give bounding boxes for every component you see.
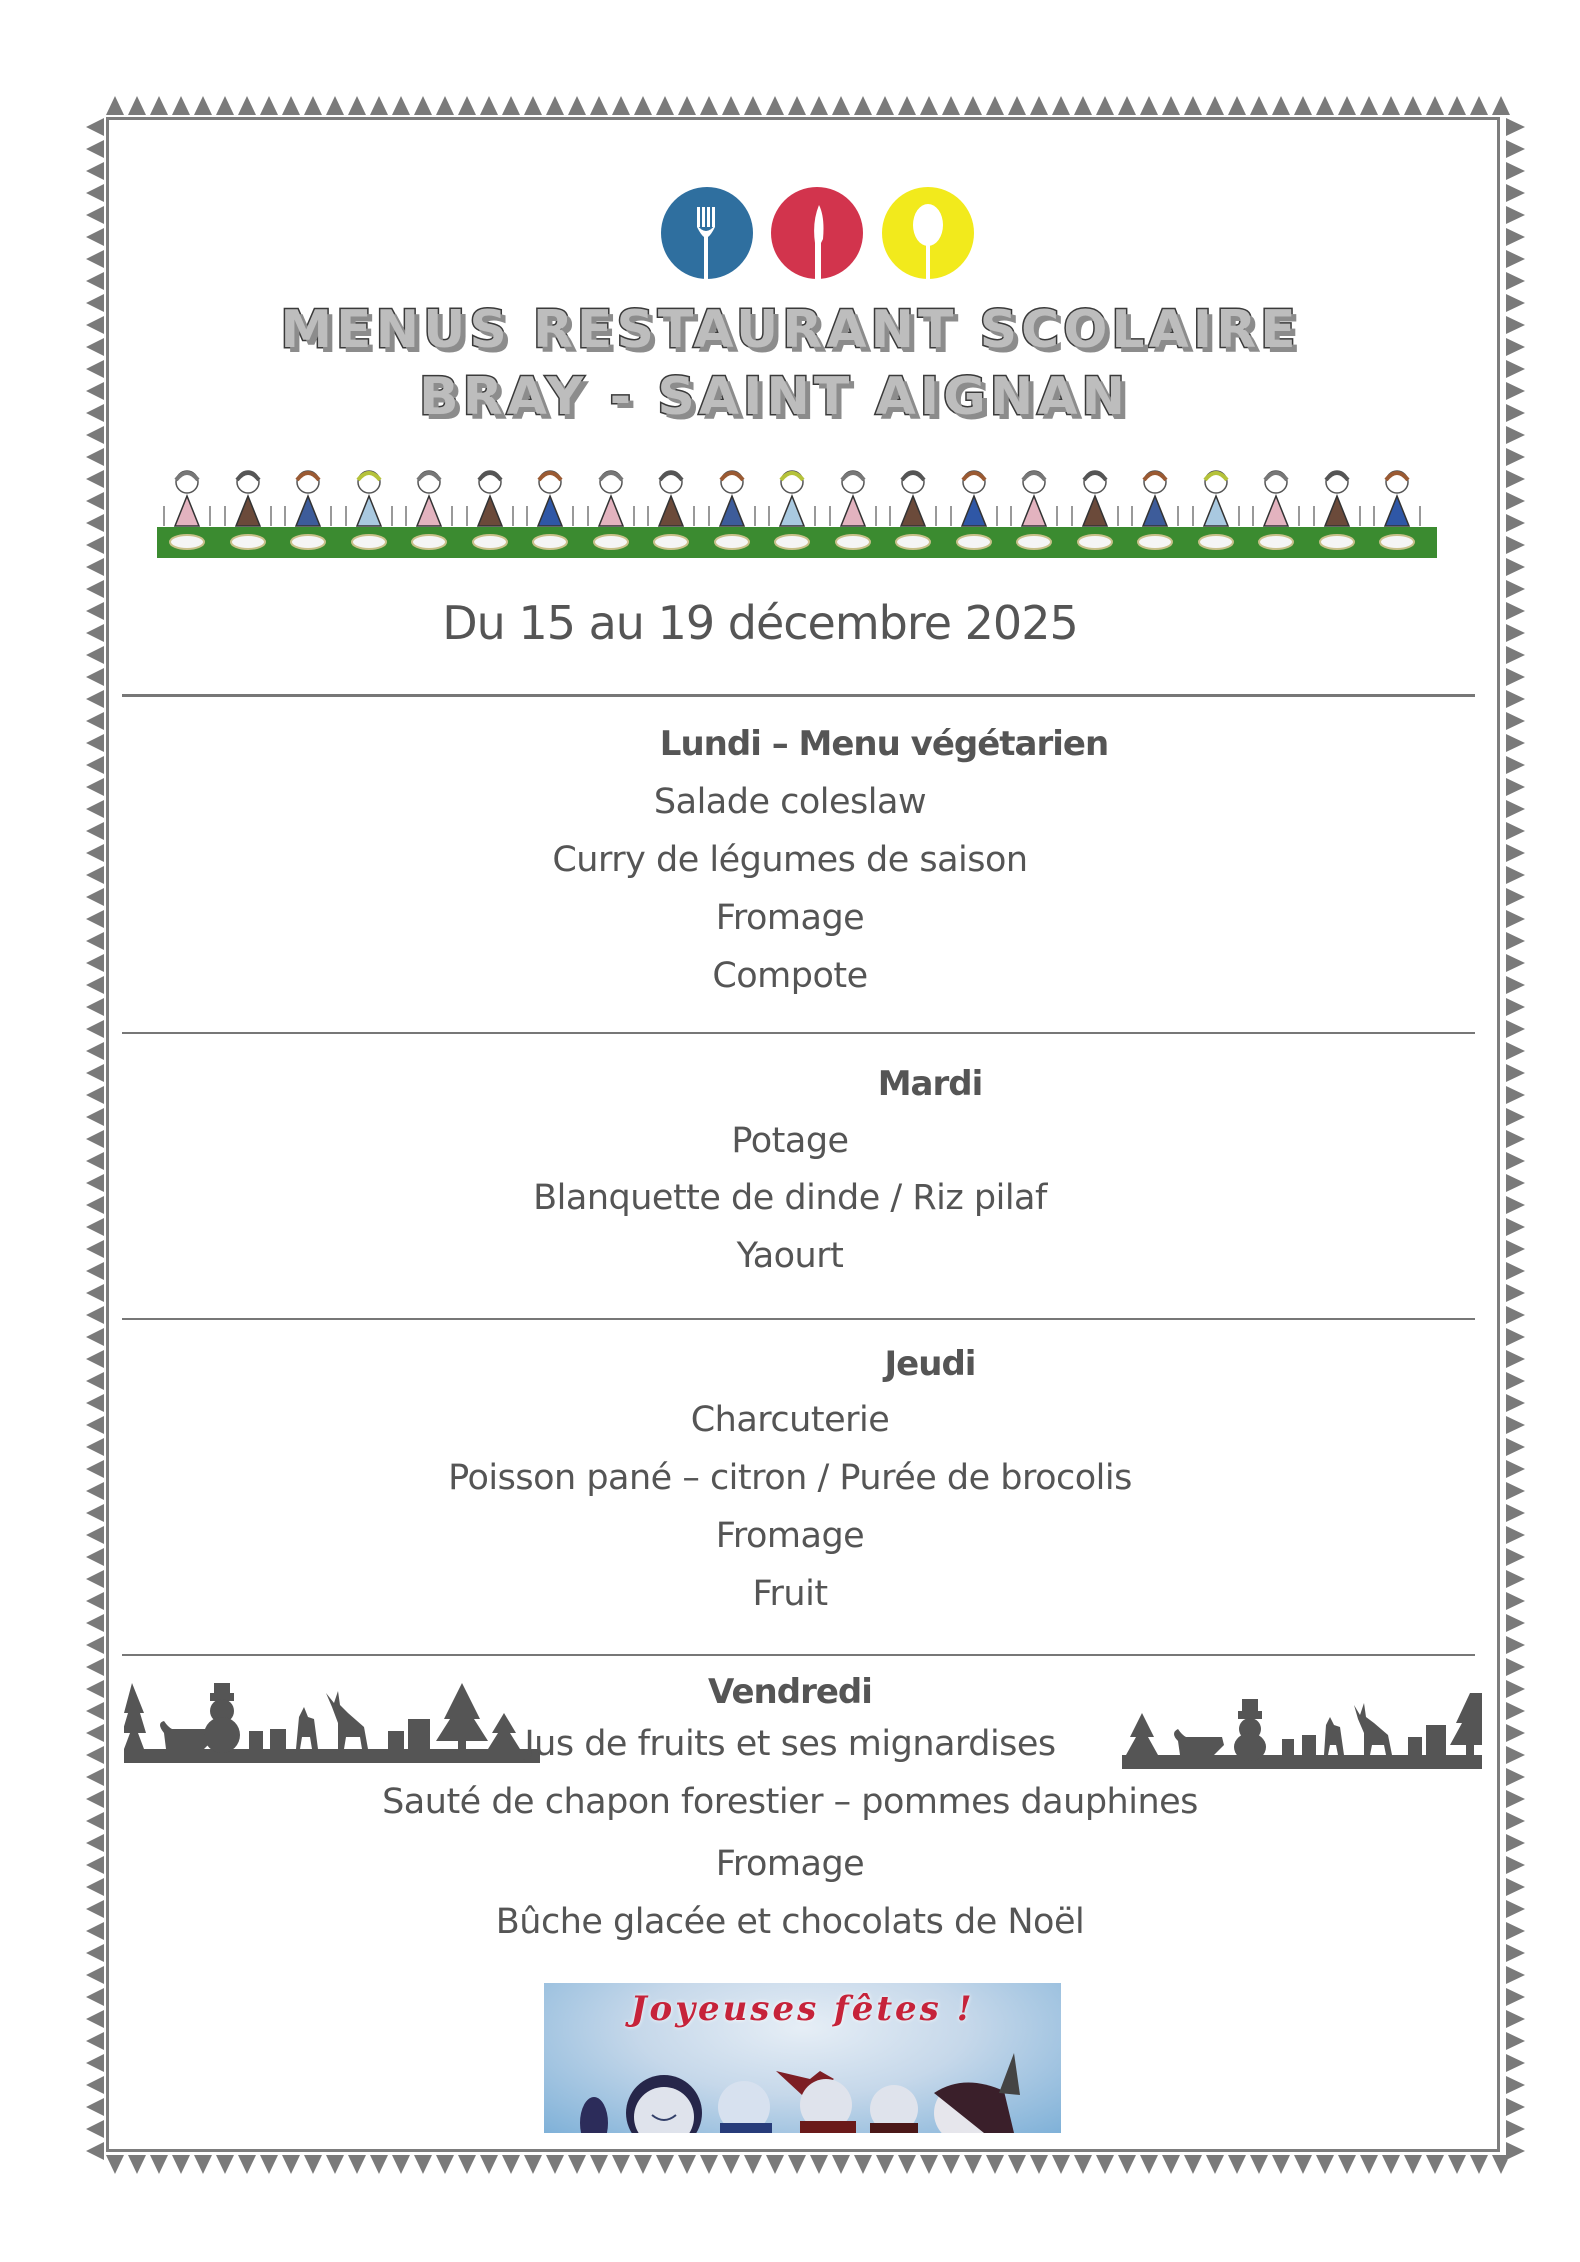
menu-item: Fromage xyxy=(715,1516,865,1556)
menu-item: Blanquette de dinde / Riz pilaf xyxy=(533,1178,1047,1218)
menu-item: Compote xyxy=(712,956,868,996)
kid-figure xyxy=(1125,462,1185,558)
knife-logo-circle xyxy=(771,187,863,279)
date-range-text: Du 15 au 19 décembre 2025 xyxy=(442,596,1078,650)
spoon-icon xyxy=(882,187,974,279)
kid-figure xyxy=(1065,462,1125,558)
menu-item: Fromage xyxy=(715,1844,865,1884)
kid-figure xyxy=(157,462,217,558)
day-heading-jeudi: Jeudi xyxy=(884,1344,976,1384)
menu-item: Yaourt xyxy=(736,1236,844,1276)
menu-item: Poisson pané – citron / Purée de brocolis xyxy=(448,1458,1132,1498)
kid-figure xyxy=(1246,462,1306,558)
kid-figure xyxy=(1367,462,1427,558)
kid-figure xyxy=(278,462,338,558)
menu-item: Fruit xyxy=(752,1574,828,1614)
kid-figure xyxy=(460,462,520,558)
menu-item: Charcuterie xyxy=(690,1400,890,1440)
separator xyxy=(122,694,1475,697)
separator xyxy=(122,1318,1475,1320)
kid-figure xyxy=(944,462,1004,558)
kid-figure xyxy=(581,462,641,558)
children-at-table-illustration xyxy=(157,462,1437,558)
menu-item: Salade coleslaw xyxy=(653,782,927,822)
day-heading-mardi: Mardi xyxy=(877,1064,983,1104)
spoon-logo-circle xyxy=(882,187,974,279)
kid-figure xyxy=(520,462,580,558)
kid-figure xyxy=(702,462,762,558)
menu-item: Curry de légumes de saison xyxy=(552,840,1028,880)
menu-item: Potage xyxy=(731,1121,849,1161)
kid-figure xyxy=(823,462,883,558)
snowmen-illustration xyxy=(544,1983,1061,2133)
kid-figure xyxy=(1186,462,1246,558)
holiday-greeting-image xyxy=(544,1983,1061,2133)
menu-item: Sauté de chapon forestier – pommes dauphines xyxy=(382,1782,1198,1822)
fork-logo-circle xyxy=(661,187,753,279)
knife-icon xyxy=(771,187,863,279)
separator xyxy=(122,1032,1475,1034)
title-line-1: MENUS RESTAURANT SCOLAIRE xyxy=(280,300,1300,360)
kid-figure xyxy=(1307,462,1367,558)
menu-item: Bûche glacée et chocolats de Noël xyxy=(495,1902,1085,1942)
kid-figure xyxy=(339,462,399,558)
day-heading-lundi: Lundi – Menu végétarien xyxy=(659,724,1109,764)
title-line-2: BRAY - SAINT AIGNAN xyxy=(418,367,1130,427)
menu-item: Jus de fruits et ses mignardises xyxy=(524,1724,1056,1764)
separator xyxy=(122,1654,1475,1656)
date-range-heading xyxy=(0,596,1580,650)
kid-figure xyxy=(399,462,459,558)
kid-figure xyxy=(641,462,701,558)
fork-icon xyxy=(661,187,753,279)
kid-figure xyxy=(762,462,822,558)
menu-item: Fromage xyxy=(715,898,865,938)
kid-figure xyxy=(218,462,278,558)
kid-figure xyxy=(1004,462,1064,558)
day-heading-vendredi: Vendredi xyxy=(708,1672,872,1712)
kid-figure xyxy=(883,462,943,558)
holiday-greeting-text: Joyeuses fêtes ! xyxy=(630,1989,975,2029)
